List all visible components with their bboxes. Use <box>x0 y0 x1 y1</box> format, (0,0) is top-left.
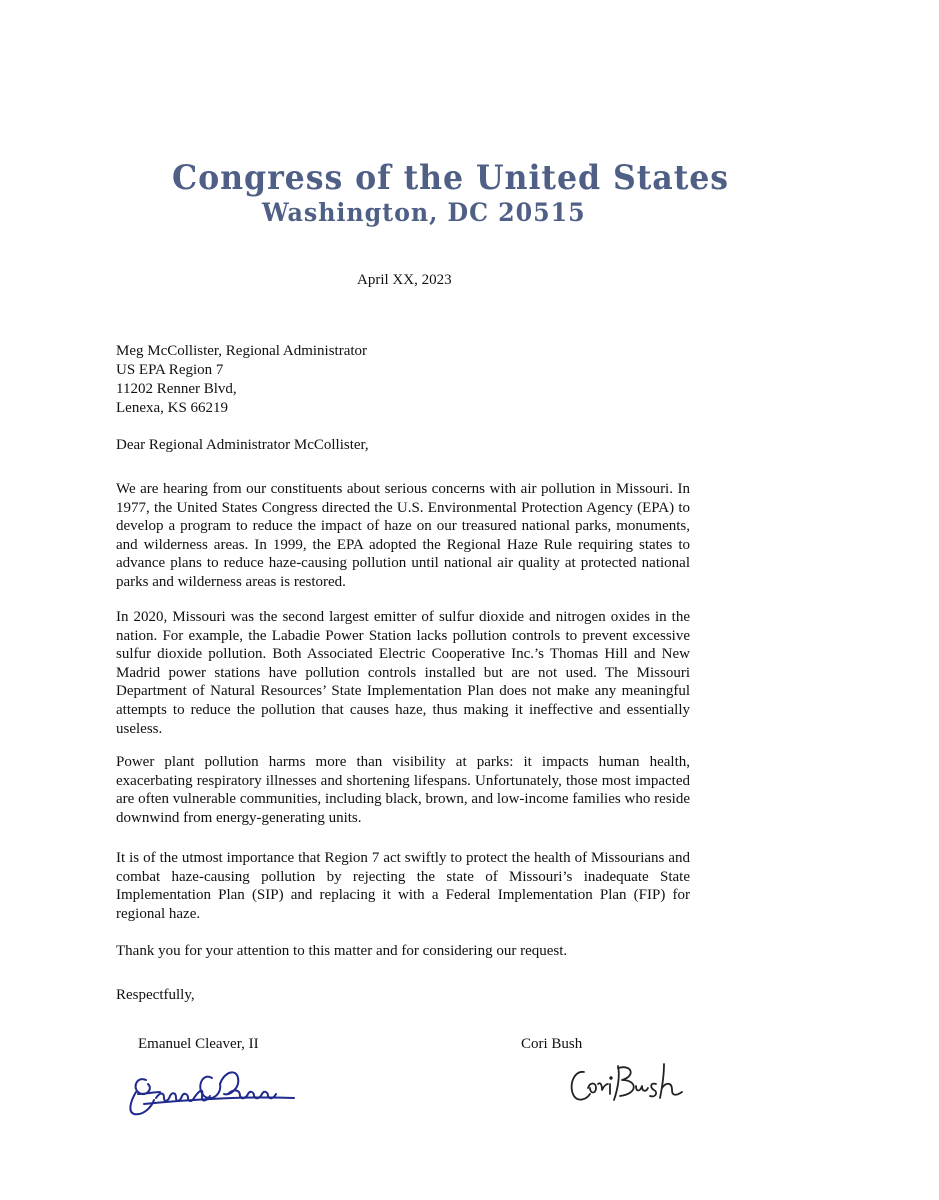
body-paragraph: Power plant pollution harms more than visibility at parks: it impacts human health, exacerbating respiratory illnesses and shortening lifespans. Unfortunately, those most impacted are often vulnerable communities, including black, brown, and low-income families who reside downwind from energy-generating units. <box>116 754 690 826</box>
handwritten-signature-icon <box>124 1058 304 1122</box>
closing-respectfully: Respectfully, <box>116 987 195 1003</box>
letterhead-address: Washington, DC 20515 <box>262 198 586 227</box>
recipient-address <box>116 342 367 418</box>
salutation: Dear Regional Administrator McCollister, <box>116 437 369 453</box>
handwritten-signature-icon <box>566 1058 690 1108</box>
letter-date: April XX, 2023 <box>357 272 452 288</box>
recipient-line: 11202 Renner Blvd, <box>116 381 237 397</box>
signer-name-cleaver: Emanuel Cleaver, II <box>138 1036 259 1052</box>
signer-name-bush: Cori Bush <box>521 1036 583 1052</box>
body-paragraph: In 2020, Missouri was the second largest emitter of sulfur dioxide and nitrogen oxides in the nation. For example, the Labadie Power Station lacks pollution controls to prevent excessive sulfur dioxide pollution. Both Associated Electric Cooperative Inc.’s Thomas Hill and New Madrid power stations have pollution controls installed but are not used. The Missouri Department of Natural Resources’ State Implementation Plan does not make any meaningful attempts to reduce the pollution that causes haze, thus making it ineffective and essentially useless. <box>116 609 690 737</box>
body-paragraph: We are hearing from our constituents about serious concerns with air pollution in Missouri. In 1977, the United States Congress directed the U.S. Environmental Protection Agency (EPA) to develop a program to reduce the impact of haze on our treasured national parks, monuments, and wilderness areas. In 1999, the EPA adopted the Regional Haze Rule requiring states to advance plans to reduce haze-causing pollution until national air quality at protected national parks and wilderness areas is restored. <box>116 481 690 590</box>
recipient-line: Lenexa, KS 66219 <box>116 400 229 416</box>
recipient-line: Meg McCollister, Regional Administrator <box>116 343 368 359</box>
recipient-line: US EPA Region 7 <box>116 362 224 378</box>
closing-thanks: Thank you for your attention to this matter and for considering our request. <box>116 943 568 959</box>
letterhead-title: Congress of the United States <box>172 158 730 198</box>
body-paragraph: It is of the utmost importance that Region 7 act swiftly to protect the health of Missourians and combat haze-causing pollution by rejecting the state of Missouri’s inadequate State Implementation Plan (SIP) and replacing it with a Federal Implementation Plan (FIP) for regional haze. <box>116 850 690 922</box>
